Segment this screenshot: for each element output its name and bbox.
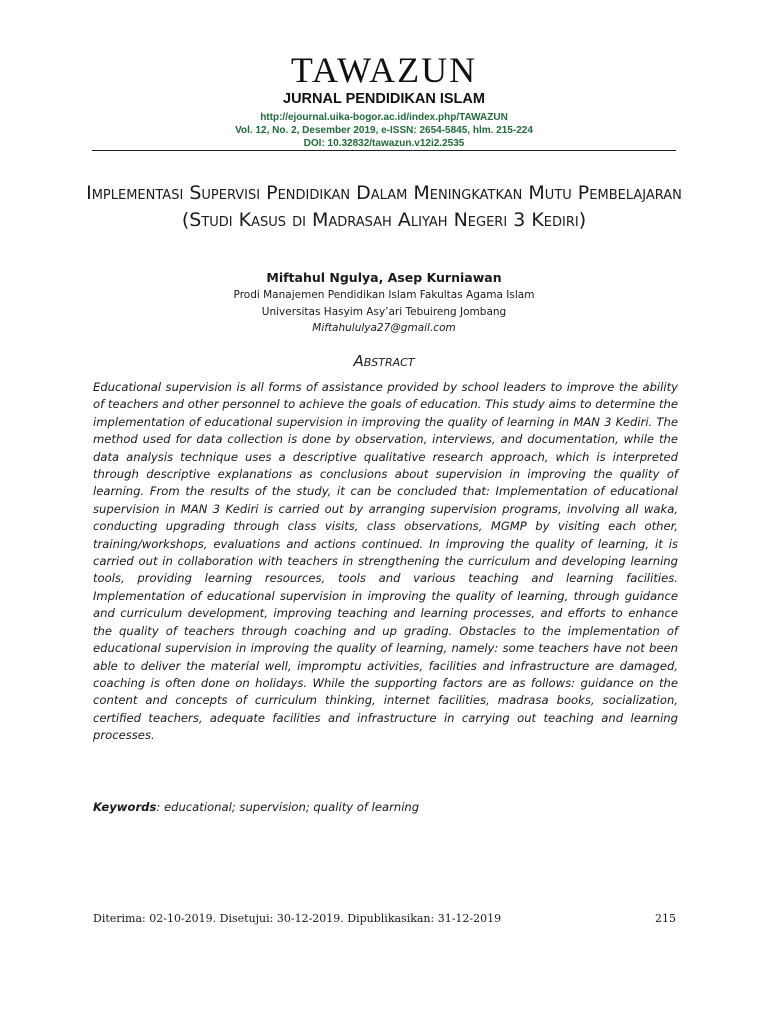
article-authors: Miftahul Ngulya, Asep Kurniawan (266, 270, 502, 285)
keywords-separator: : (156, 800, 164, 814)
header-divider (92, 150, 676, 151)
journal-volume-info: Vol. 12, No. 2, Desember 2019, e-ISSN: 2654-5845, hlm. 215-224 (235, 125, 533, 136)
journal-name: TAWAZUN (290, 50, 478, 90)
page-number: 215 (655, 912, 676, 925)
journal-meta (0, 111, 768, 150)
author-email: Miftahululya27@gmail.com (312, 322, 456, 334)
journal-doi: DOI: 10.32832/tawazun.v12i2.2535 (303, 138, 465, 149)
abstract-heading: Abstract (353, 352, 415, 370)
keywords-label: Keywords (93, 800, 157, 814)
publication-dates: Diterima: 02-10-2019. Disetujui: 30-12-2019. Dipublikasikan: 31-12-2019 (93, 912, 502, 925)
abstract-body: Educational supervision is all forms of assistance provided by school leaders to improve the ability of teachers and other personnel to achieve the goals of education. This study aims to determine the implementation of educational supervision in improving the quality of learning in MAN 3 Kediri. The method used for data collection is done by observation, interviews, and documentation, while the data analysis technique uses a descriptive qualitative research approach, which is interpreted through descriptive explanations as conclusions about supervision in improving the quality of learning. From the results of the study, it can be concluded that: Implementation of educational supervision in MAN 3 Kediri is carried out by arranging supervision programs, involving all waka, conducting upgrading through class visits, class observations, MGMP by visiting each other, training/workshops, evaluations and actions continued. In improving the quality of learning, it is carried out in collaboration with teachers in strengthening the curriculum and developing learning tools, providing learning resources, tools and various teaching and learning facilities. Implementation of educational supervision in improving the quality of learning, through guidance and curriculum development, improving teaching and learning processes, and efforts to enhance the quality of teachers through coaching and up grading. Obstacles to the implementation of educational supervision in improving the quality of learning, namely: some teachers have not been able to deliver the material well, impromptu activities, facilities and infrastructure are damaged, coaching is often done on holidays. While the supporting factors are as follows: guidance on the content and concepts of curriculum thinking, internet facilities, madrasa books, socialization, certified teachers, adequate facilities and infrastructure in carrying out teaching and learning processes. (93, 380, 678, 743)
journal-subtitle: JURNAL PENDIDIKAN ISLAM (283, 91, 485, 107)
author-affiliation-university: Universitas Hasyim Asy’ari Tebuireng Jombang (261, 306, 507, 318)
article-title: Implementasi Supervisi Pendidikan Dalam Meningkatkan Mutu Pembelajaran (Studi Kasus di Madrasah Aliyah Negeri 3 Kediri) (86, 182, 682, 231)
keywords-line (93, 799, 678, 816)
journal-url-link[interactable]: http://ejournal.uika-bogor.ac.id/index.php/TAWAZUN (260, 112, 508, 123)
keywords-text: educational; supervision; quality of learning (163, 800, 420, 814)
author-affiliation-program: Prodi Manajemen Pendidikan Islam Fakultas Agama Islam (233, 289, 535, 301)
